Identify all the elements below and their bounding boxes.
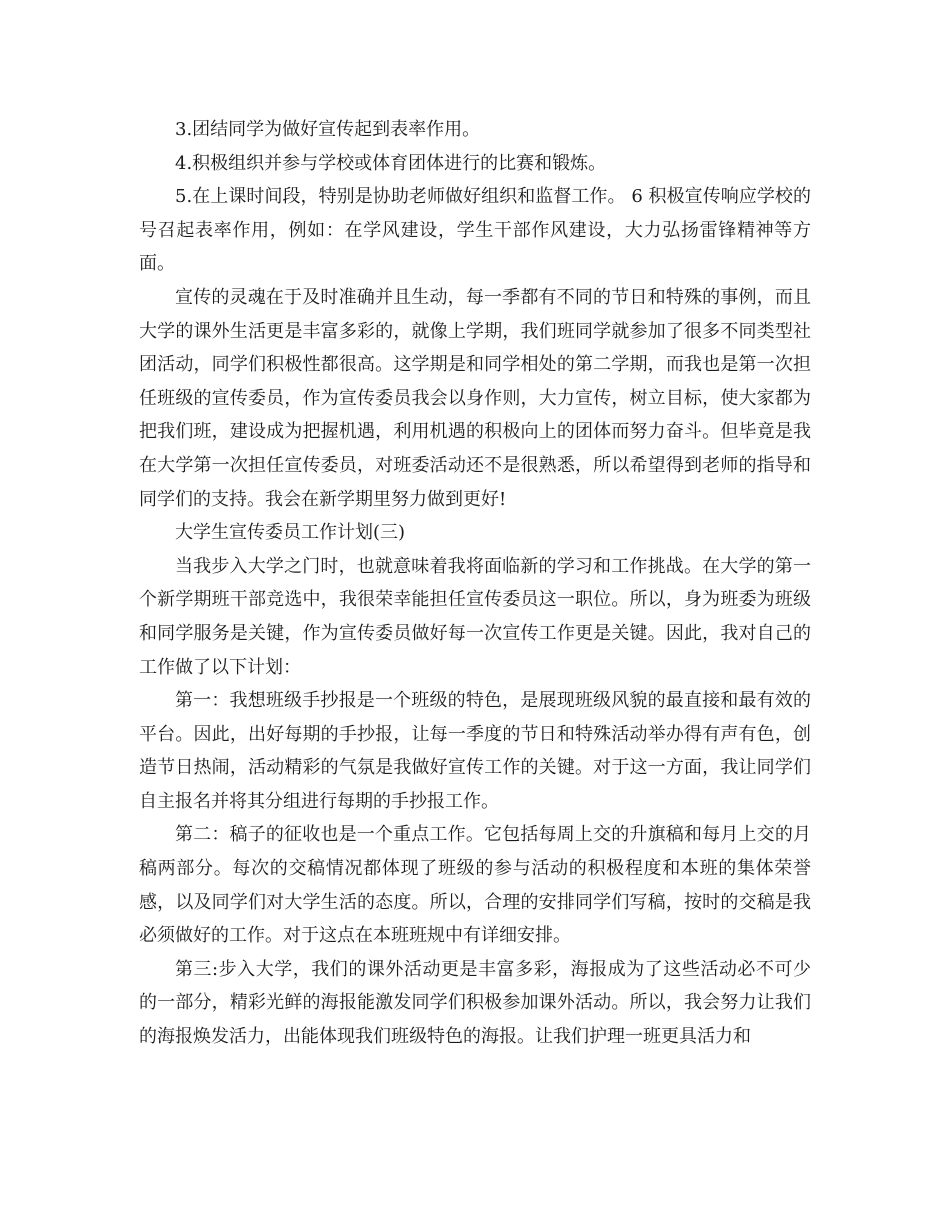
- paragraph-item-4: 4.积极组织并参与学校或体育团体进行的比赛和锻炼。: [175, 152, 607, 174]
- section-heading: 大学生宣传委员工作计划(三): [175, 522, 406, 544]
- paragraph-intro: 当我步入大学之门时，也就意味着我将面临新的学习和工作挑战。在大学的第一个新学期班干部竞选中，我很荣幸能担任宣传委员这一职位。所以，身为班委为班级和同学服务是关键，作为宣传委员做好每一次宣传工作更是关键。因此，我对自己的工作做了以下计划：: [139, 555, 811, 678]
- paragraph-third: 第三:步入大学，我们的课外活动更是丰富多彩，海报成为了这些活动必不可少的一部分，精彩光鲜的海报能激发同学们积极参加课外活动。所以，我会努力让我们的海报焕发活力，出能体现我们班级特色的海报。让我们护理一班更具活力和: [139, 958, 811, 1048]
- document-body: [139, 113, 811, 1054]
- paragraph-second: 第二：稿子的征收也是一个重点工作。它包括每周上交的升旗稿和每月上交的月稿两部分。每次的交稿情况都体现了班级的参与活动的积极程度和本班的集体荣誉感，以及同学们对大学生活的态度。所以，合理的安排同学们写稿，按时的交稿是我必须做好的工作。对于这点在本班班规中有详细安排。: [139, 824, 811, 947]
- paragraph-item-3: 3.团结同学为做好宣传起到表率作用。: [175, 119, 481, 140]
- paragraph-first: 第一：我想班级手抄报是一个班级的特色，是展现班级风貌的最直接和最有效的平台。因此，出好每期的手抄报，让每一季度的节日和特殊活动举办得有声有色，创造节日热闹，活动精彩的气氛是我做好宣传工作的关键。对于这一方面，我让同学们自主报名并将其分组进行每期的手抄报工作。: [139, 690, 811, 812]
- paragraph-publicity-soul: 宣传的灵魂在于及时准确并且生动，每一季都有不同的节日和特殊的事例，而且大学的课外生活更是丰富多彩的，就像上学期，我们班同学就参加了很多不同类型社团活动，同学们积极性都很高。这学期是和同学相处的第二学期，而我也是第一次担任班级的宣传委员，作为宣传委员我会以身作则，大力宣传，树立目标，使大家都为把我们班，建设成为把握机遇，利用机遇的积极向上的团体而努力奋斗。但毕竟是我在大学第一次担任宣传委员，对班委活动还不是很熟悉，所以希望得到老师的指导和同学们的支持。我会在新学期里努力做到更好!: [139, 286, 811, 510]
- paragraph-item-5: 5.在上课时间段，特别是协助老师做好组织和监督工作。 6 积极宣传响应学校的号召起表率作用，例如：在学风建设，学生干部作风建设，大力弘扬雷锋精神等方面。: [139, 186, 811, 275]
